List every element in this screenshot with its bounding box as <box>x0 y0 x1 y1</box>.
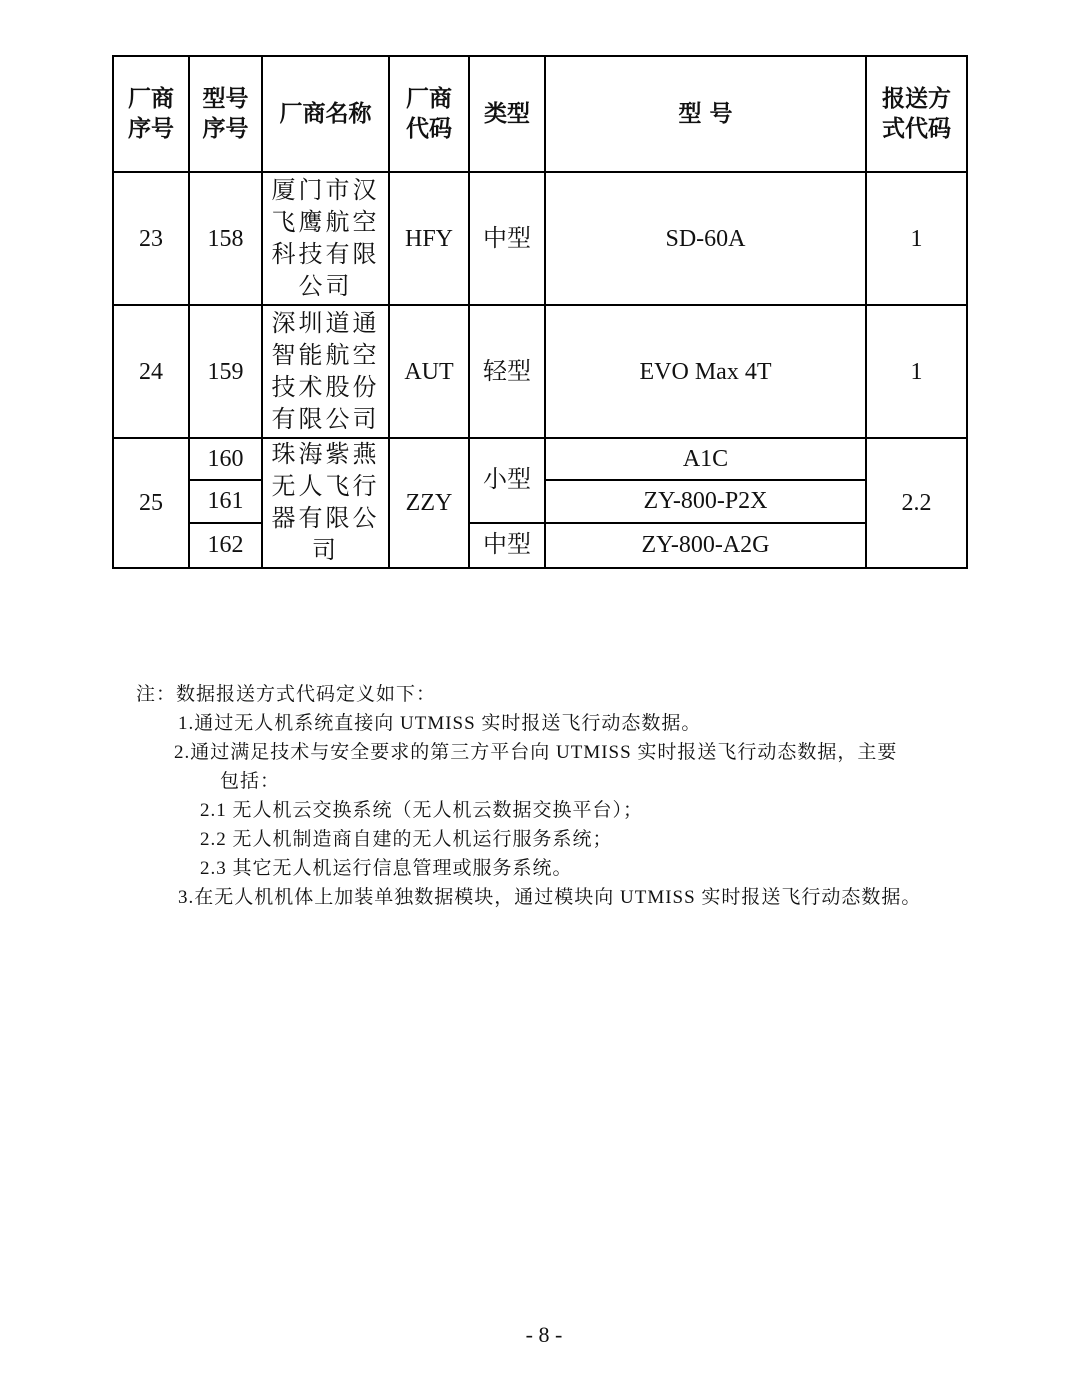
header-model: 型 号 <box>545 56 866 172</box>
notes-section <box>136 680 976 912</box>
cell-vendor-code: ZZY <box>389 438 469 568</box>
cell-model-no: 159 <box>189 305 262 438</box>
header-vendor-code: 厂商 代码 <box>389 56 469 172</box>
cell-type: 中型 <box>469 172 545 305</box>
note-item-2: 2.通过满足技术与安全要求的第三方平台向 UTMISS 实时报送飞行动态数据，主要 <box>174 742 898 763</box>
note-item-3: 3.在无人机机体上加装单独数据模块，通过模块向 UTMISS 实时报送飞行动态数据。 <box>178 887 922 908</box>
header-vendor-no: 厂商 序号 <box>113 56 189 172</box>
cell-type: 轻型 <box>469 305 545 438</box>
table-row <box>113 523 967 568</box>
note-item-2-3: 2.3 其它无人机运行信息管理或服务系统。 <box>200 858 573 879</box>
cell-model: ZY-800-P2X <box>545 480 866 522</box>
cell-model: A1C <box>545 438 866 480</box>
cell-model: EVO Max 4T <box>545 305 866 438</box>
table-header-row <box>113 56 967 172</box>
cell-model-no: 161 <box>189 480 262 522</box>
cell-vendor-name: 厦门市汉 飞鹰航空 科技有限 公司 <box>262 172 389 305</box>
header-type: 类型 <box>469 56 545 172</box>
cell-model-no: 160 <box>189 438 262 480</box>
table-row <box>113 172 967 305</box>
cell-vendor-name: 深圳道通 智能航空 技术股份 有限公司 <box>262 305 389 438</box>
note-item-2-1: 2.1 无人机云交换系统（无人机云数据交换平台）； <box>200 800 644 821</box>
drone-model-table <box>112 55 968 569</box>
cell-vendor-no: 24 <box>113 305 189 438</box>
cell-vendor-code: HFY <box>389 172 469 305</box>
notes-title: 注：数据报送方式代码定义如下： <box>136 684 437 705</box>
note-item-2-continued: 包括： <box>220 771 281 792</box>
header-report-code: 报送方 式代码 <box>866 56 967 172</box>
note-item-1: 1.通过无人机系统直接向 UTMISS 实时报送飞行动态数据。 <box>178 713 702 734</box>
cell-model: ZY-800-A2G <box>545 523 866 568</box>
cell-model-no: 162 <box>189 523 262 568</box>
cell-report-code: 1 <box>866 172 967 305</box>
cell-report-code: 2.2 <box>866 438 967 568</box>
cell-model-no: 158 <box>189 172 262 305</box>
cell-report-code: 1 <box>866 305 967 438</box>
header-model-no: 型号 序号 <box>189 56 262 172</box>
table-row <box>113 438 967 480</box>
header-vendor-name: 厂商名称 <box>262 56 389 172</box>
cell-vendor-name: 珠海紫燕 无人飞行 器有限公 司 <box>262 438 389 568</box>
cell-model: SD-60A <box>545 172 866 305</box>
note-item-2-2: 2.2 无人机制造商自建的无人机运行服务系统； <box>200 829 613 850</box>
cell-vendor-code: AUT <box>389 305 469 438</box>
page-number: - 8 - <box>525 1322 563 1347</box>
cell-vendor-no: 25 <box>113 438 189 568</box>
cell-vendor-no: 23 <box>113 172 189 305</box>
cell-type: 中型 <box>469 523 545 568</box>
cell-type: 小型 <box>469 438 545 523</box>
table-row <box>113 305 967 438</box>
